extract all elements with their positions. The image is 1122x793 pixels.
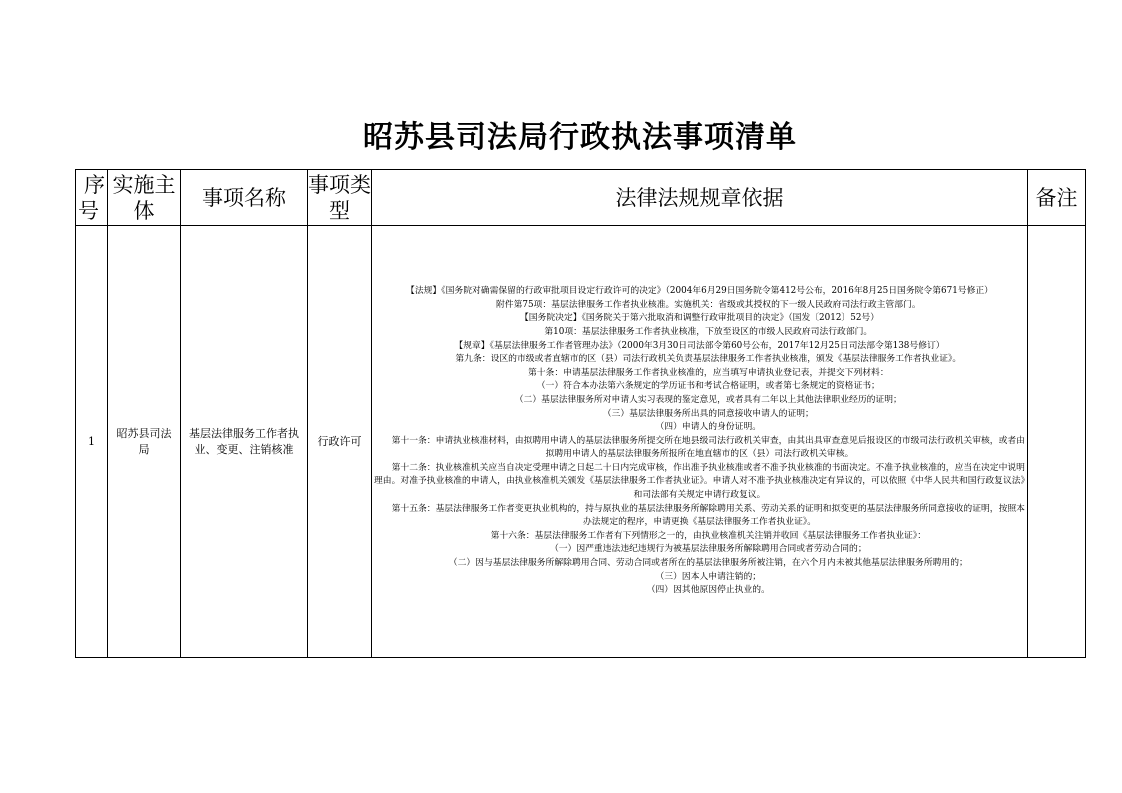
basis-line: （一）因严重违法违纪违规行为被基层法律服务所解除聘用合同或者劳动合同的； bbox=[549, 544, 867, 555]
basis-line: 第十二条：执业核准机关应当自决定受理申请之日起二十日内完成审核，作出准予执业核准或者不准予执业核准的书面决定。不准予执业核准的，应当在决定中说明理由。对准予执业核准的申请人，由执业核准机关颁发《基层法律服务工作者执业证》。申请人对不准予执业核准决定有异议的，可以依照《中华人民共和国行政复议法》和司法部有关规定申请行政复议。 bbox=[374, 462, 1025, 501]
header-remarks: 备注 bbox=[1028, 170, 1086, 226]
page-title: 昭苏县司法局行政执法事项清单 bbox=[363, 120, 797, 155]
header-agency: 实施主体 bbox=[108, 170, 181, 226]
table-row bbox=[76, 226, 1086, 658]
basis-line: 第十五条：基层法律服务工作者变更执业机构的，持与原执业的基层法律服务所解除聘用关系、劳动关系的证明和拟变更的基层法律服务所同意接收的证明，按照本办法规定的程序，申请更换《基层法律服务工作者执业证》。 bbox=[391, 503, 1025, 528]
header-item-name: 事项名称 bbox=[181, 170, 308, 226]
basis-line: （三）基层法律服务所出具的同意接收申请人的证明； bbox=[602, 408, 814, 419]
basis-line: （四）申请人的身份证明。 bbox=[655, 422, 762, 433]
header-index: 序号 bbox=[76, 170, 108, 226]
basis-line: （四）因其他原因停止执业的。 bbox=[646, 585, 770, 596]
basis-line: 附件第75项：基层法律服务工作者执业核准。实施机关：省级或其授权的下一级人民政府司法行政主管部门。 bbox=[495, 299, 921, 310]
legal-basis-text bbox=[372, 285, 1027, 598]
basis-line: 第十条：申请基层法律服务工作者执业核准的，应当填写申请执业登记表，并提交下列材料： bbox=[527, 367, 889, 378]
basis-line: （二）基层法律服务所对申请人实习表现的鉴定意见，或者具有二年以上其他法律职业经历的证明； bbox=[514, 394, 902, 405]
basis-line: （一）符合本办法第六条规定的学历证书和考试合格证明，或者第七条规定的资格证书； bbox=[536, 381, 880, 392]
basis-line: 第十一条：申请执业核准材料，由拟聘用申请人的基层法律服务所提交所在地县级司法行政机关审查，由其出具审查意见后报设区的市级司法行政机关审核，或者由拟聘用申请人的基层法律服务所报所在地直辖市的区（县）司法行政机关审核。 bbox=[391, 435, 1025, 460]
cell-item-type: 行政许可 bbox=[308, 226, 372, 658]
enforcement-items-table bbox=[75, 169, 1086, 658]
table-header-row bbox=[76, 170, 1086, 226]
cell-legal-basis bbox=[372, 226, 1028, 658]
basis-line: 第十六条：基层法律服务工作者有下列情形之一的，由执业核准机关注销并收回《基层法律服务工作者执业证》： bbox=[490, 530, 927, 541]
cell-index: 1 bbox=[76, 226, 108, 658]
header-legal-basis: 法律法规规章依据 bbox=[372, 170, 1028, 226]
basis-line: 【法规】《国务院对确需保留的行政审批项目设定行政许可的决定》（2004年6月29日国务院令第412号公布，2016年8月25日国务院令第671号修正） bbox=[406, 286, 993, 297]
basis-line: 第九条：设区的市级或者直辖市的区（县）司法行政机关负责基层法律服务工作者执业核准，颁发《基层法律服务工作者执业证》。 bbox=[455, 354, 962, 365]
basis-line: 第10项：基层法律服务工作者执业核准，下放至设区的市级人民政府司法行政部门。 bbox=[544, 326, 873, 337]
cell-remarks bbox=[1028, 226, 1086, 658]
header-item-type: 事项类型 bbox=[308, 170, 372, 226]
basis-line: 【规章】《基层法律服务工作者管理办法》（2000年3月30日司法部令第60号公布，2017年12月25日司法部令第138号修订） bbox=[454, 340, 945, 351]
basis-line: 【国务院决定】《国务院关于第六批取消和调整行政审批项目的决定》（国发〔2012〕52号） bbox=[519, 313, 880, 324]
cell-agency: 昭苏县司法局 bbox=[108, 226, 181, 658]
cell-item-name: 基层法律服务工作者执业、变更、注销核准 bbox=[181, 226, 308, 658]
basis-line: （二）因与基层法律服务所解除聘用合同、劳动合同或者所在的基层法律服务所被注销，在六个月内未被其他基层法律服务所聘用的； bbox=[448, 558, 968, 569]
basis-line: （三）因本人申请注销的； bbox=[655, 571, 762, 582]
